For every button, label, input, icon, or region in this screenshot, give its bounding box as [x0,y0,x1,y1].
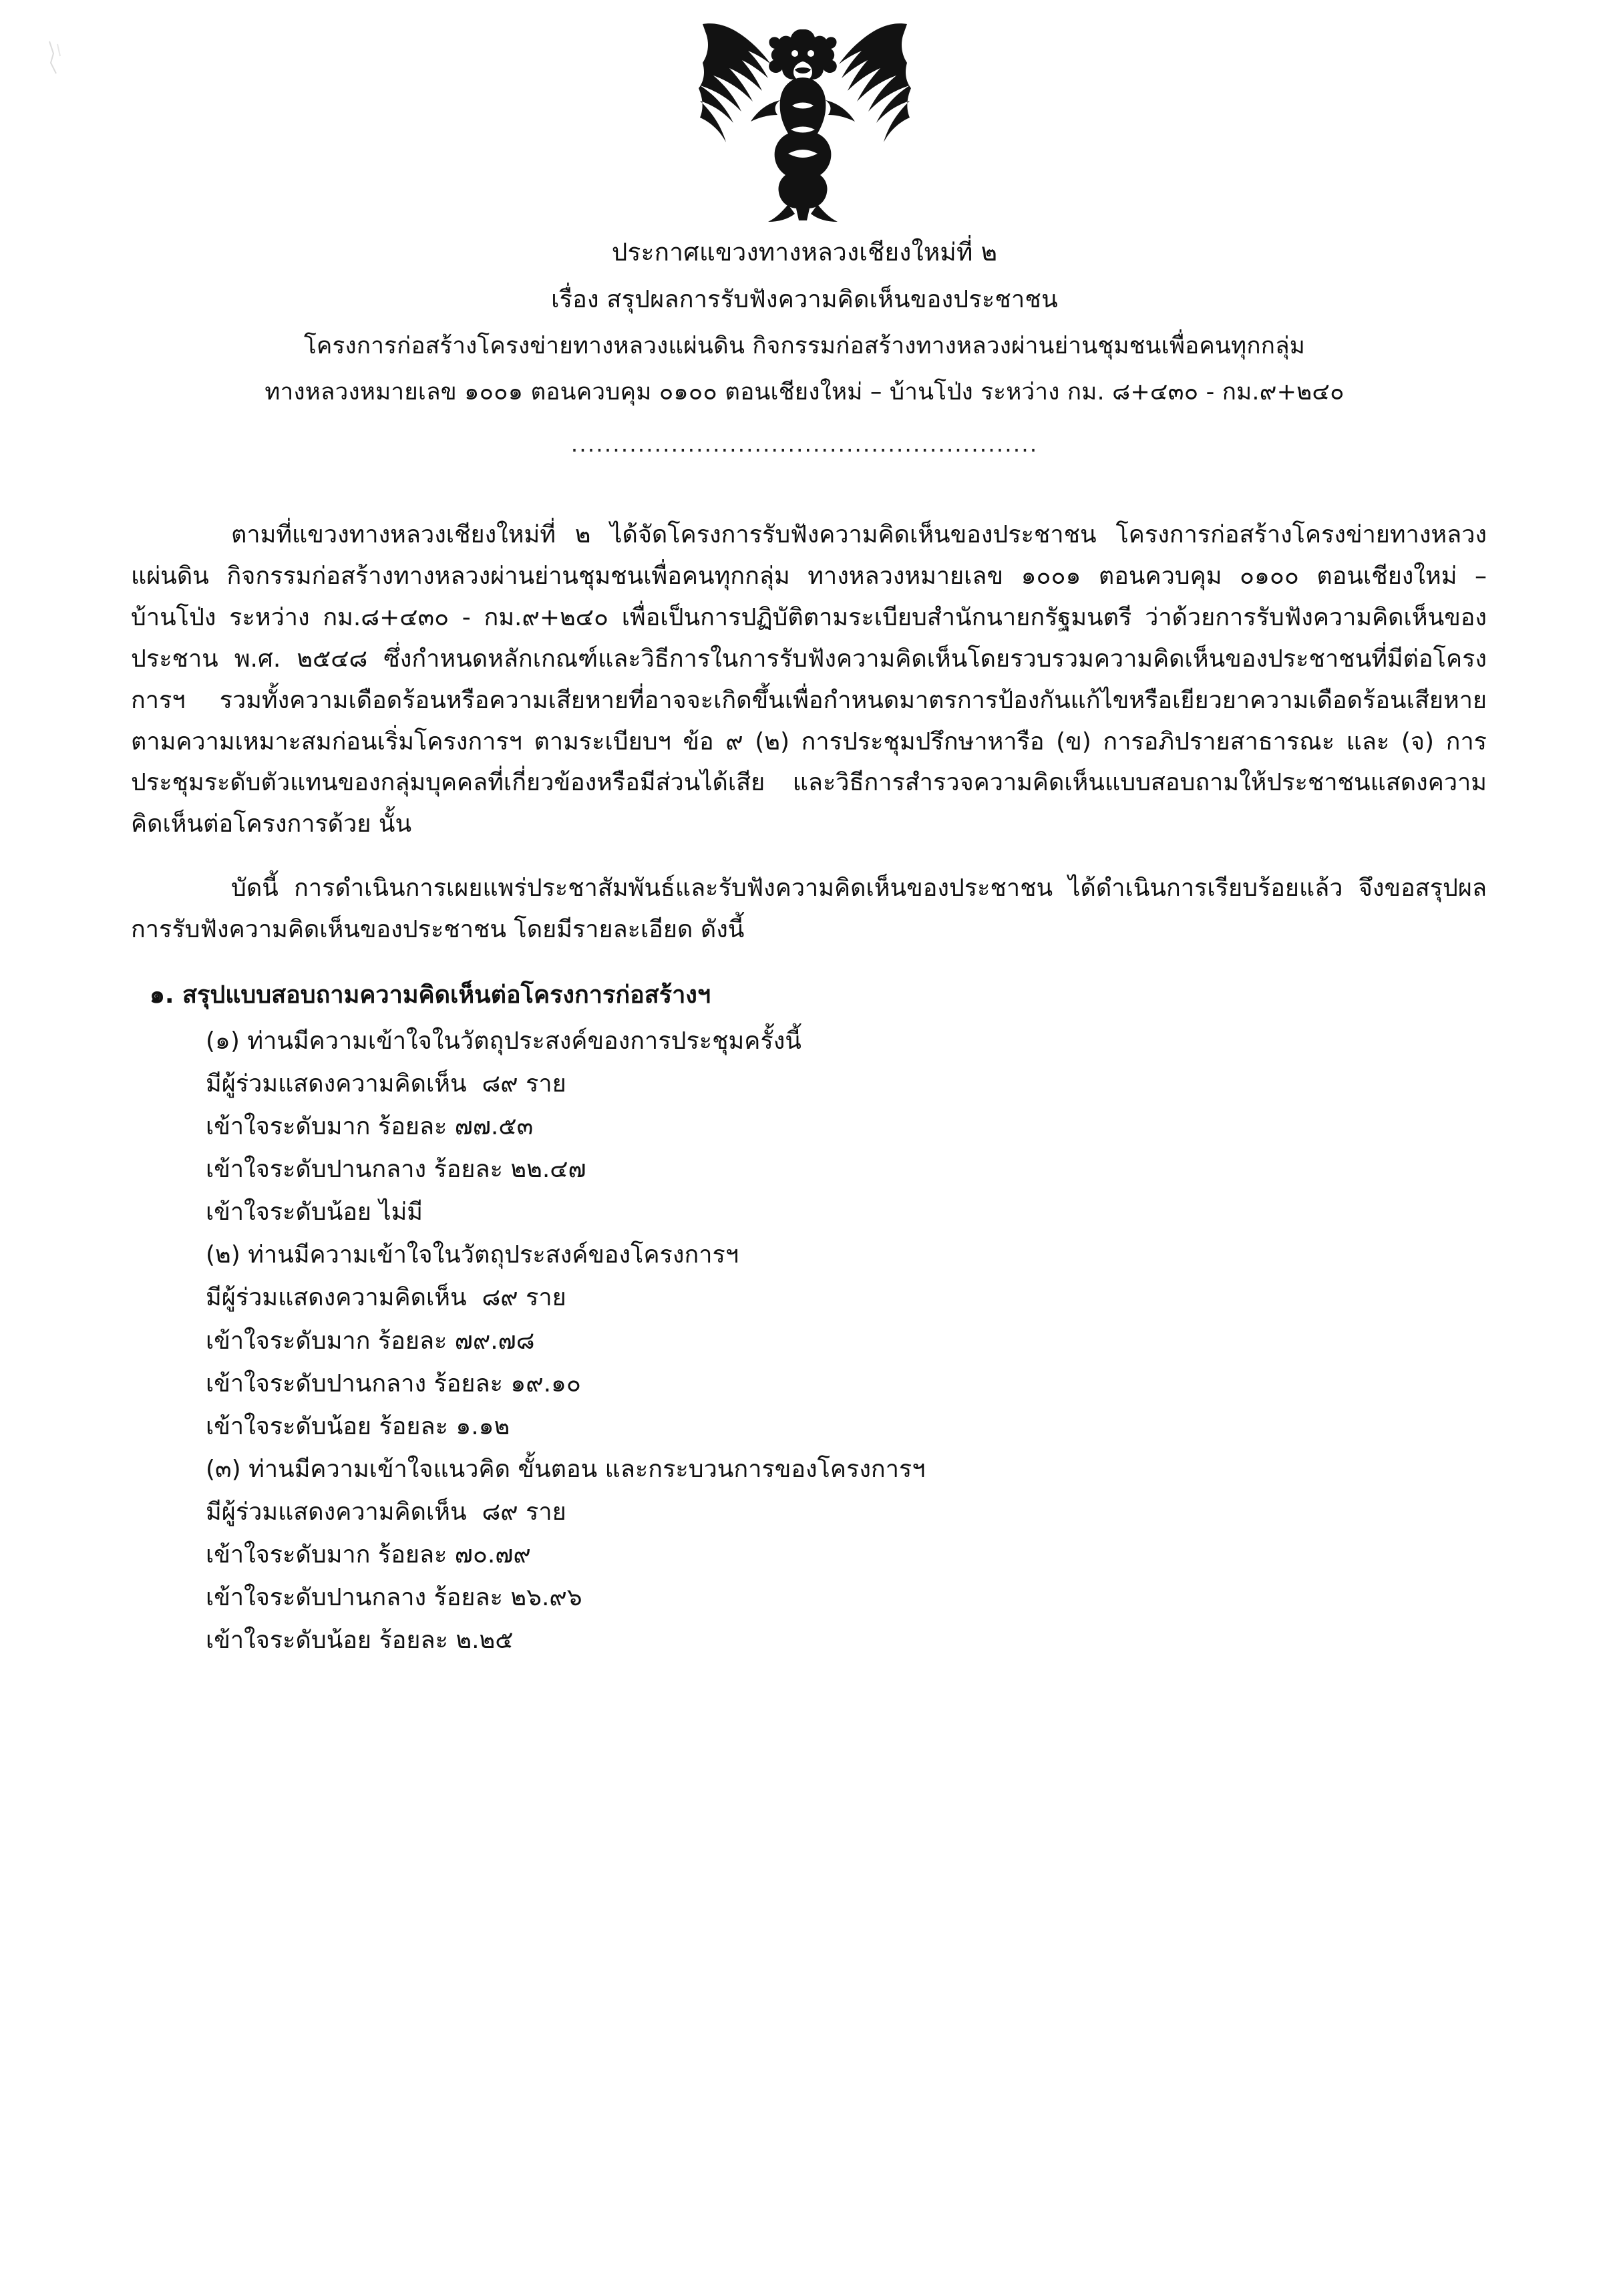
list-item: เข้าใจระดับมาก ร้อยละ ๗๗.๕๓ [206,1113,534,1141]
paragraph-background: ตามที่แขวงทางหลวงเชียงใหม่ที่ ๒ ได้จัดโครงการรับฟังความคิดเห็นของประชาชน โครงการก่อสร้างโครงข่ายทางหลวงแผ่นดิน กิจกรรมก่อสร้างทางหลวงผ่านย่านชุมชนเพื่อคนทุกกลุ่ม ทางหลวงหมายเลข ๑๐๐๑ ตอนควบคุม ๐๑๐๐ ตอนเชียงใหม่ – บ้านโป่ง ระหว่าง กม.๘+๔๓๐ - กม.๙+๒๔๐ เพื่อเป็นการปฏิบัติตามระเบียบสำนักนายกรัฐมนตรี ว่าด้วยการรับฟังความคิดเห็นของประชาน พ.ศ. ๒๕๔๘ ซึ่งกำหนดหลักเกณฑ์และวิธีการในการรับฟังความคิดเห็นโดยรวบรวมความคิดเห็นของประชาชนที่มีต่อโครงการฯ รวมทั้งความเดือดร้อนหรือความเสียหายที่อาจจะเกิดขึ้นเพื่อกำหนดมาตรการป้องกันแก้ไขหรือเยียวยาความเดือดร้อนเสียหายตามความเหมาะสมก่อนเริ่มโครงการฯ ตามระเบียบฯ ข้อ ๙ (๒) การประชุมปรึกษาหารือ (ข) การอภิปรายสาธารณะ และ (จ) การประชุมระดับตัวแทนของกลุ่มบุคคลที่เกี่ยวข้องหรือมีส่วนได้เสีย และวิธีการสำรวจความคิดเห็นแบบสอบถามให้ประชาชนแสดงความคิดเห็นต่อโครงการด้วย นั้น [131,521,1487,838]
list-item: เข้าใจระดับปานกลาง ร้อยละ ๒๒.๔๗ [206,1156,586,1184]
highway-detail-line: ทางหลวงหมายเลข ๑๐๐๑ ตอนควบคุม ๐๑๐๐ ตอนเชียงใหม่ – บ้านโป่ง ระหว่าง กม. ๘+๔๓๐ - กม.๙+๒๔๐ [264,378,1345,405]
header-divider: ........................................................ [570,430,1039,457]
list-item: (๒) ท่านมีความเข้าใจในวัตถุประสงค์ของโครงการฯ [206,1241,739,1269]
list-item: เข้าใจระดับปานกลาง ร้อยละ ๑๙.๑๐ [206,1369,581,1398]
list-item: มีผู้ร่วมแสดงความคิดเห็น ๘๙ ราย [206,1498,566,1526]
list-item: เข้าใจระดับน้อย ไม่มี [206,1198,423,1226]
list-item: มีผู้ร่วมแสดงความคิดเห็น ๘๙ ราย [206,1284,566,1312]
list-item: เข้าใจระดับมาก ร้อยละ ๗๙.๗๘ [206,1327,535,1355]
survey-result-list [131,1020,1487,1662]
project-name-line: โครงการก่อสร้างโครงข่ายทางหลวงแผ่นดิน กิจกรรมก่อสร้างทางหลวงผ่านย่านชุมชนเพื่อคนทุกกลุ่ม [303,333,1306,360]
list-item: เข้าใจระดับมาก ร้อยละ ๗๐.๗๙ [206,1540,531,1569]
list-item: มีผู้ร่วมแสดงความคิดเห็น ๘๙ ราย [206,1070,566,1098]
document-header [0,232,1609,462]
document-body [131,514,1487,1662]
section-heading: ๑. สรุปแบบสอบถามความคิดเห็นต่อโครงการก่อสร้างฯ [150,981,711,1009]
emblem-container [0,12,1609,226]
list-item: เข้าใจระดับปานกลาง ร้อยละ ๒๖.๙๖ [206,1583,582,1611]
garuda-emblem [695,12,915,226]
list-item: (๑) ท่านมีความเข้าใจในวัตถุประสงค์ของการประชุมครั้งนี้ [206,1027,801,1055]
paragraph-conclusion: บัดนี้ การดำเนินการเผยแพร่ประชาสัมพันธ์และรับฟังความคิดเห็นของประชาชน ได้ดำเนินการเรียบร้อยแล้ว จึงขอสรุปผลการรับฟังความคิดเห็นของประชาชน โดยมีรายละเอียด ดังนี้ [131,874,1487,944]
list-item: (๓) ท่านมีความเข้าใจแนวคิด ขั้นตอน และกระบวนการของโครงการฯ [206,1455,926,1483]
announcement-subject: เรื่อง สรุปผลการรับฟังความคิดเห็นของประชาชน [551,285,1058,313]
list-item: เข้าใจระดับน้อย ร้อยละ ๑.๑๒ [206,1412,510,1440]
list-item: เข้าใจระดับน้อย ร้อยละ ๒.๒๕ [206,1627,514,1655]
announcement-title: ประกาศแขวงทางหลวงเชียงใหม่ที่ ๒ [611,238,998,267]
section-survey-summary [131,975,1487,1662]
